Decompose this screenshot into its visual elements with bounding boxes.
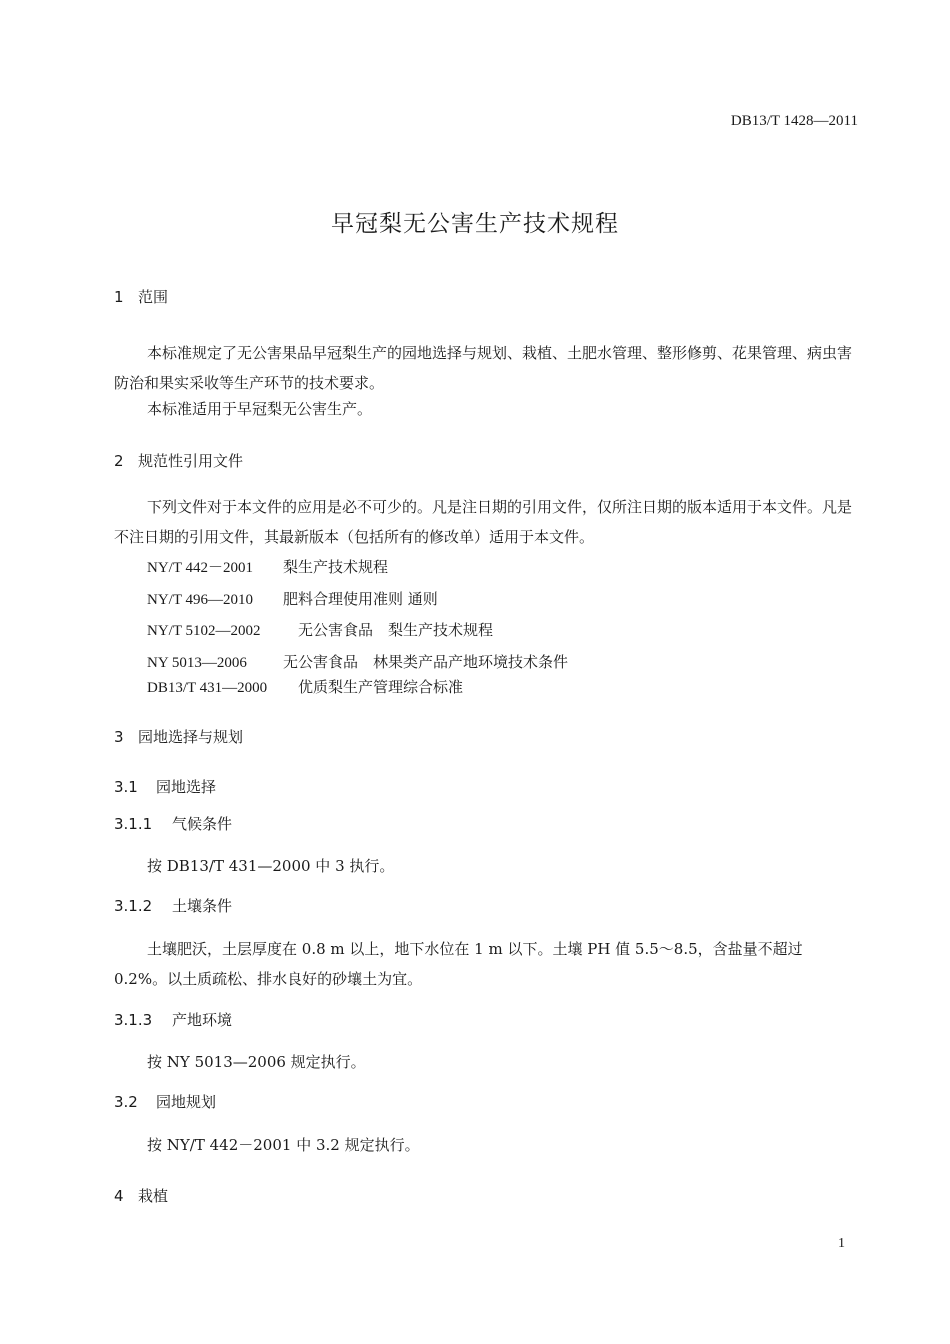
section-title: 范围 <box>138 288 169 306</box>
page-number: 1 <box>838 1236 845 1251</box>
section-title: 园地规划 <box>156 1093 217 1111</box>
section-number: 3.1.2 <box>114 897 153 915</box>
reference-code: NY/T 5102—2002 <box>147 623 261 639</box>
reference-item <box>147 619 493 640</box>
section-title: 园地选择 <box>156 778 217 796</box>
section-heading-3-2 <box>114 1091 216 1112</box>
reference-item <box>147 556 388 577</box>
section-title: 栽植 <box>138 1187 169 1205</box>
section-number: 3.1 <box>114 778 138 796</box>
standard-code: DB13/T 1428—2011 <box>730 113 858 129</box>
reference-name: 梨生产技术规程 <box>283 558 389 576</box>
paragraph: 按 DB13/T 431—2000 中 3 执行。 <box>147 857 395 875</box>
paragraph <box>114 934 860 994</box>
section-title: 土壤条件 <box>172 897 233 915</box>
section-number: 3.1.3 <box>114 1011 153 1029</box>
section-title: 产地环境 <box>172 1011 233 1029</box>
reference-code: DB13/T 431—2000 <box>147 680 268 696</box>
reference-name: 优质梨生产管理综合标准 <box>298 678 464 696</box>
reference-code: NY 5013—2006 <box>147 655 247 671</box>
paragraph: 按 NY/T 442－2001 中 3.2 规定执行。 <box>147 1136 420 1154</box>
section-title: 气候条件 <box>172 815 233 833</box>
reference-name: 肥料合理使用准则 通则 <box>283 590 438 608</box>
section-heading-3 <box>114 726 243 747</box>
reference-name: 无公害食品 梨生产技术规程 <box>298 621 494 639</box>
paragraph: 本标准适用于早冠梨无公害生产。 <box>147 400 373 418</box>
paragraph <box>114 338 860 398</box>
reference-item <box>147 588 438 609</box>
reference-item <box>147 676 463 697</box>
reference-item <box>147 651 568 672</box>
reference-code: NY/T 496—2010 <box>147 592 253 608</box>
section-heading-3-1-1 <box>114 813 232 834</box>
paragraph-text: 下列文件对于本文件的应用是必不可少的。凡是注日期的引用文件，仅所注日期的版本适用于本文件。凡是不注日期的引用文件，其最新版本（包括所有的修改单）适用于本文件。 <box>114 498 853 546</box>
section-number: 2 <box>114 452 124 470</box>
section-heading-1 <box>114 286 168 307</box>
section-title: 园地选择与规划 <box>138 728 244 746</box>
section-heading-3-1-3 <box>114 1009 232 1030</box>
section-number: 3.1.1 <box>114 815 153 833</box>
section-heading-4 <box>114 1185 168 1206</box>
reference-name: 无公害食品 林果类产品产地环境技术条件 <box>283 653 569 671</box>
paragraph <box>114 492 860 552</box>
section-heading-3-1 <box>114 776 216 797</box>
document-title: 早冠梨无公害生产技术规程 <box>331 211 619 237</box>
section-heading-3-1-2 <box>114 895 232 916</box>
paragraph-text: 本标准规定了无公害果品早冠梨生产的园地选择与规划、栽植、土肥水管理、整形修剪、花果管理、病虫害防治和果实采收等生产环节的技术要求。 <box>114 344 853 392</box>
section-number: 1 <box>114 288 124 306</box>
reference-code: NY/T 442－2001 <box>147 560 253 576</box>
section-heading-2 <box>114 450 243 471</box>
section-number: 3 <box>114 728 124 746</box>
section-title: 规范性引用文件 <box>138 452 244 470</box>
section-number: 4 <box>114 1187 124 1205</box>
paragraph-text: 土壤肥沃，土层厚度在 0.8 m 以上，地下水位在 1 m 以下。土壤 PH 值 5.5～8.5，含盐量不超过 0.2%。以土质疏松、排水良好的砂壤土为宜。 <box>114 940 803 988</box>
section-number: 3.2 <box>114 1093 138 1111</box>
paragraph: 按 NY 5013—2006 规定执行。 <box>147 1053 366 1071</box>
